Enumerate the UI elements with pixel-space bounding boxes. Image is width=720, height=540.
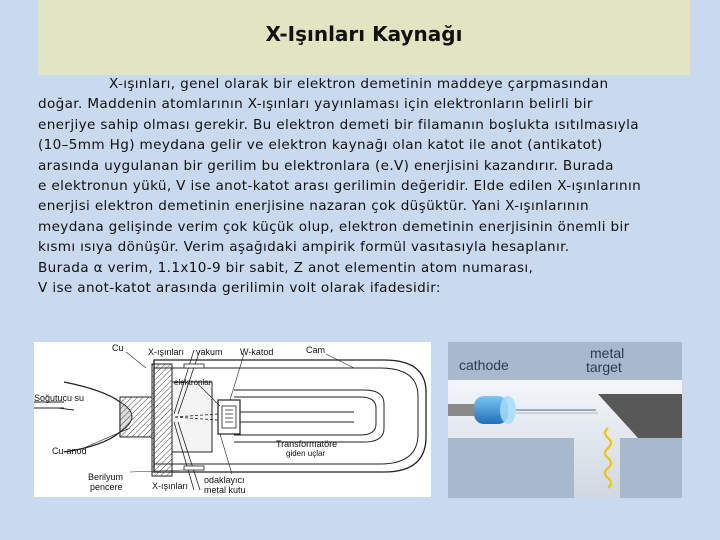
title-box: [38, 0, 690, 75]
xray-tube-diagram: [34, 342, 431, 497]
paragraph-line: e elektronun yükü, V ise anot-katot arası gerilimin değeridir. Elde edilen X-ışınlarının: [38, 178, 642, 195]
paragraph-line: Burada α verim, 1.1x10-9 bir sabit, Z anot elementin atom numarası,: [38, 259, 534, 276]
paragraph-line: V ise anot-katot arasında gerilimin volt olarak ifadesidir:: [38, 280, 441, 297]
body-paragraph: [38, 74, 688, 298]
label-be-window-2: pencere: [90, 482, 123, 492]
label-focus-1: odaklayıcı: [204, 475, 245, 485]
label-be-window-1: Berilyum: [88, 472, 124, 482]
label-cu: Cu: [112, 343, 124, 353]
label-w-cathode: W-katod: [240, 347, 274, 357]
label-metal: metal: [590, 345, 625, 361]
paragraph-line: enerjisi elektron demetinin enerjisine nazaran çok düşüktür. Yani X-ışınlarının: [38, 198, 589, 215]
cathode-target-schematic: [448, 342, 682, 498]
label-focus-2: metal kutu: [204, 485, 246, 495]
label-target: target: [586, 359, 622, 375]
slide-title: X-Işınları Kaynağı: [265, 22, 463, 46]
paragraph-line: X-ışınları, genel olarak bir elektron demetinin maddeye çarpmasından: [109, 76, 609, 92]
paragraph-line: arasında uygulanan bir gerilim bu elektronlara (e.V) enerjisini kazandırır. Burada: [38, 157, 614, 174]
label-xrays-bottom: X-ışınları: [152, 481, 189, 491]
label-transformer-1: Transformatöre: [276, 439, 338, 449]
label-electrons: elektronlar: [174, 378, 212, 387]
paragraph-line: meydana gelişinde verim çok küçük olup, elektron demetinin enerjisinin önemli bir: [38, 218, 630, 235]
label-cathode: cathode: [459, 357, 509, 373]
label-transformer-2: giden uçlar: [286, 449, 326, 458]
paragraph-line: doğar. Maddenin atomlarının X-ışınları yayınlaması için elektronların belirli bir: [38, 96, 593, 113]
label-cu-anode: Cu-anod: [52, 446, 87, 456]
label-coolant: Soğutucu su: [34, 393, 85, 403]
label-glass: Cam: [306, 345, 326, 355]
paragraph-line: (10–5mm Hg) meydana gelir ve elektron kaynağı olan katot ile anot (antikatot): [38, 137, 603, 154]
label-xrays-top: X-ışınları: [148, 347, 185, 357]
paragraph-line: kısmı ısıya dönüşür. Verim aşağıdaki ampirik formül vasıtasıyla hesaplanır.: [38, 239, 570, 256]
paragraph-line: enerjiye sahip olması gerekir. Bu elektron demeti bir filamanın boşlukta ısıtılmasıyla: [38, 116, 639, 133]
label-vacuum: vakum: [196, 347, 223, 357]
